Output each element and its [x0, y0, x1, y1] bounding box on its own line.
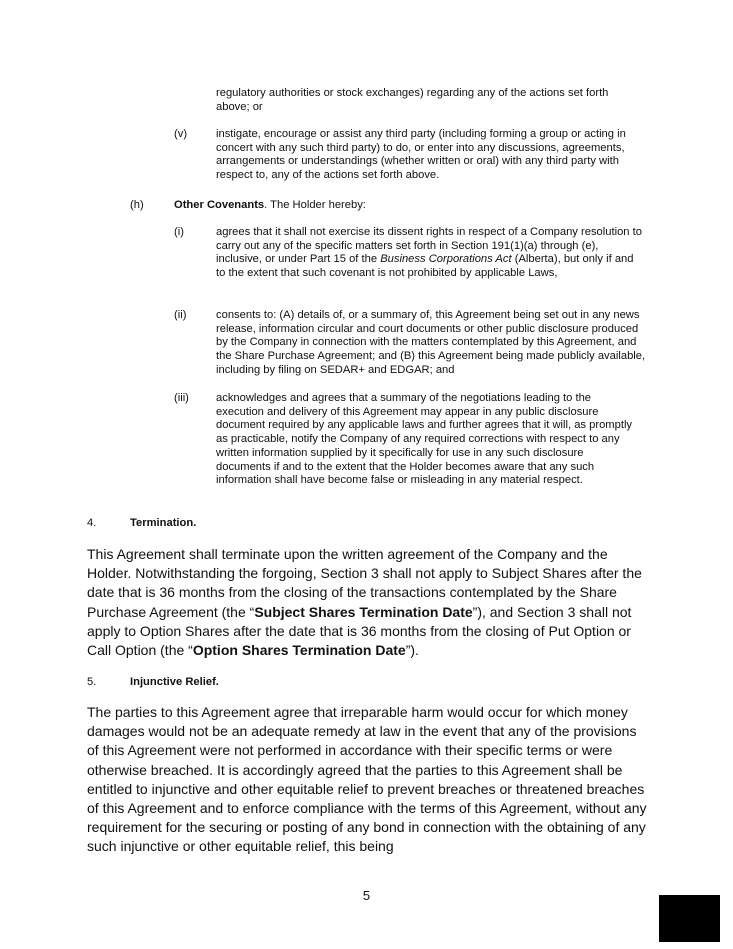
section-5-body: The parties to this Agreement agree that irreparable harm would occur for which money damages would not be an adequate remedy at law in the event that any of the provisions of this Agreement were not performed in accordance with their specific terms or were otherwise breached. It is accordingly agreed that the parties to this Agreement shall be entitled to injunctive and other equitable relief to prevent breaches or threatened breaches of this Agreement and to enforce compliance with the terms of this Agreement, without any requirement for the securing or posting of any bond in connection with the obtaining of any such injunctive or other equitable relief, this being	[87, 704, 647, 855]
section-4-heading: Termination.	[130, 517, 197, 529]
section-4-text-c: ”).	[405, 642, 419, 659]
section-h-title: Other Covenants	[174, 199, 265, 211]
item-iii-label: (iii)	[174, 392, 189, 404]
section-h-heading	[174, 199, 644, 213]
section-4-defined-term-1: Subject Shares Termination Date	[254, 603, 473, 620]
redaction-box	[659, 895, 720, 942]
section-h-intro: . The Holder hereby:	[264, 199, 366, 211]
section-4-body	[87, 545, 647, 660]
page-number: 5	[362, 888, 371, 903]
section-4-defined-term-2: Option Shares Termination Date	[192, 642, 406, 659]
section-4-text-b: ”), and Section 3 shall not apply to Option Shares after the date that is 36 months from the closing of Put Option or Call Option (the “	[87, 603, 632, 659]
section-5-number: 5.	[87, 676, 97, 688]
section-h-label: (h)	[130, 199, 144, 211]
item-i-italic: Business Corporations Act	[380, 253, 512, 266]
item-i-text	[216, 226, 644, 281]
item-i-text-b: (Alberta), but only if and to the extent that such covenant is not prohibited by applicable Laws,	[216, 253, 634, 280]
section-5-heading: Injunctive Relief.	[130, 676, 219, 688]
item-i-text-a: agrees that it shall not exercise its dissent rights in respect of a Company resolution to carry out any of the specific matters set forth in Section 191(1)(a) through (e), inclusive, or under Part 15 of the	[216, 226, 642, 266]
section-4-text-a: This Agreement shall terminate upon the written agreement of the Company and the Holder. Notwithstanding the forgoing, Section 3 shall not apply to Subject Shares after the date that is 36 months from the closing of the transactions contemplated by the Share Purchase Agreement (the “	[87, 546, 642, 620]
item-ii-label: (ii)	[174, 309, 187, 321]
item-i-label: (i)	[174, 226, 184, 238]
item-iii-text: acknowledges and agrees that a summary of the negotiations leading to the execution and delivery of this Agreement may appear in any public disclosure document required by any applicable laws and further agrees that it will, as promptly as practicable, notify the Company of any required corrections with respect to any written information supplied by it specifically for use in any such disclosure documents if and to the extent that the Holder becomes aware that any such information shall have become false or misleading in any material respect.	[216, 392, 633, 487]
item-v-label: (v)	[174, 128, 188, 140]
item-ii-text: consents to: (A) details of, or a summary of, this Agreement being set out in any news release, information circular and court documents or other public disclosure produced by the Company in connection with the matters contemplated by this Agreement, and the Share Purchase Agreement; and (B) this Agreement being made publicly available, including by filing on SEDAR+ and EDGAR; and	[216, 309, 646, 376]
item-v-text: instigate, encourage or assist any third party (including forming a group or acting in concert with any such third party) to do, or enter into any discussions, agreements, arrangements or understandings (whether written or oral) with any third party with respect to, any of the actions set forth above.	[216, 128, 626, 182]
section-4-number: 4.	[87, 517, 97, 529]
continued-paragraph: regulatory authorities or stock exchanges) regarding any of the actions set forth above; or	[216, 87, 609, 113]
